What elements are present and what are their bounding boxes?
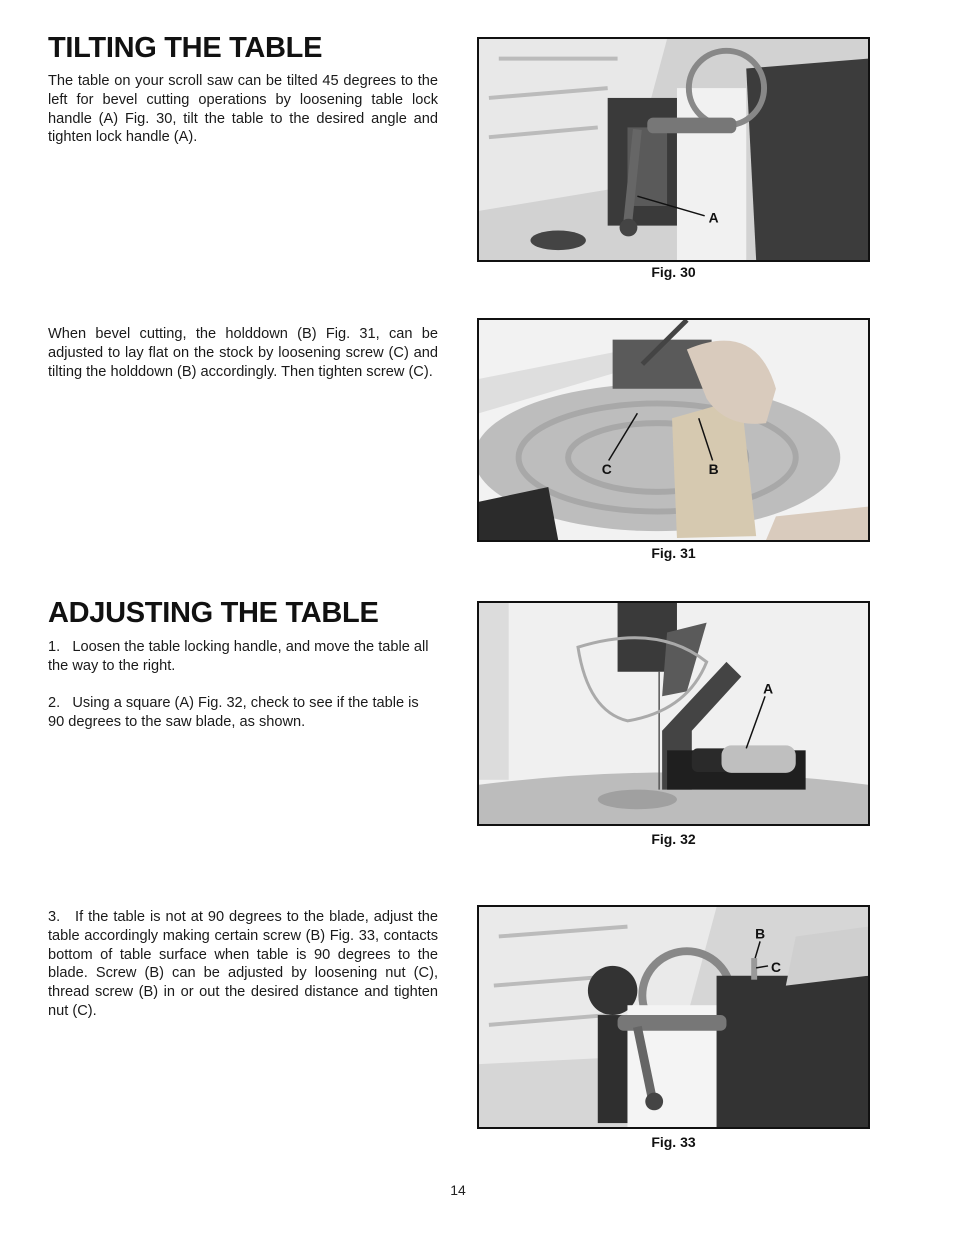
fig33-callout-b: B (755, 926, 766, 942)
fig32-callout-a: A (763, 681, 774, 697)
paragraph-holddown-bevel: When bevel cutting, the holddown (B) Fig. 31, can be adjusted to lay flat on the stock by loosening screw (C) and tilting the holddown (B) accordingly. Then tighten screw (C). (48, 326, 438, 380)
heading-tilting-the-table: TILTING THE TABLE (48, 32, 323, 64)
figure-33-photo (477, 905, 870, 1129)
fig31-callout-b: B (708, 462, 719, 478)
paragraph-step-1: 1. Loosen the table locking handle, and move the table all the way to the right. (48, 639, 429, 674)
paragraph-tilting-table: The table on your scroll saw can be tilted 45 degrees to the left for bevel cutting operations by loosening table lock handle (A) Fig. 30, tilt the table to the desired angle and tighten lock handle (A). (48, 73, 438, 146)
figure-33-caption: Fig. 33 (651, 1134, 696, 1150)
figure-31-caption: Fig. 31 (651, 545, 696, 561)
heading-adjusting-the-table: ADJUSTING THE TABLE (48, 597, 379, 629)
paragraph-step-3: 3. If the table is not at 90 degrees to the blade, adjust the table accordingly making certain screw (B) Fig. 33, contacts bottom of table surface when table is 90 degrees to the blade. Screw (B) can be adjusted by loosening nut (C), thread screw (B) in or out the desired distance and tighten nut (C). (48, 909, 438, 1019)
fig31-callout-c: C (601, 462, 612, 478)
figure-31-photo (477, 318, 870, 542)
paragraph-step-2: 2. Using a square (A) Fig. 32, check to see if the table is 90 degrees to the saw blade, as shown. (48, 695, 419, 730)
fig33-callout-c: C (770, 959, 782, 975)
figure-32-caption: Fig. 32 (651, 831, 696, 847)
figure-32-photo (477, 601, 870, 826)
fig30-callout-a: A (708, 210, 719, 226)
figure-30-photo (477, 37, 870, 262)
page-number: 14 (450, 1182, 466, 1198)
figure-30-caption: Fig. 30 (651, 264, 696, 280)
